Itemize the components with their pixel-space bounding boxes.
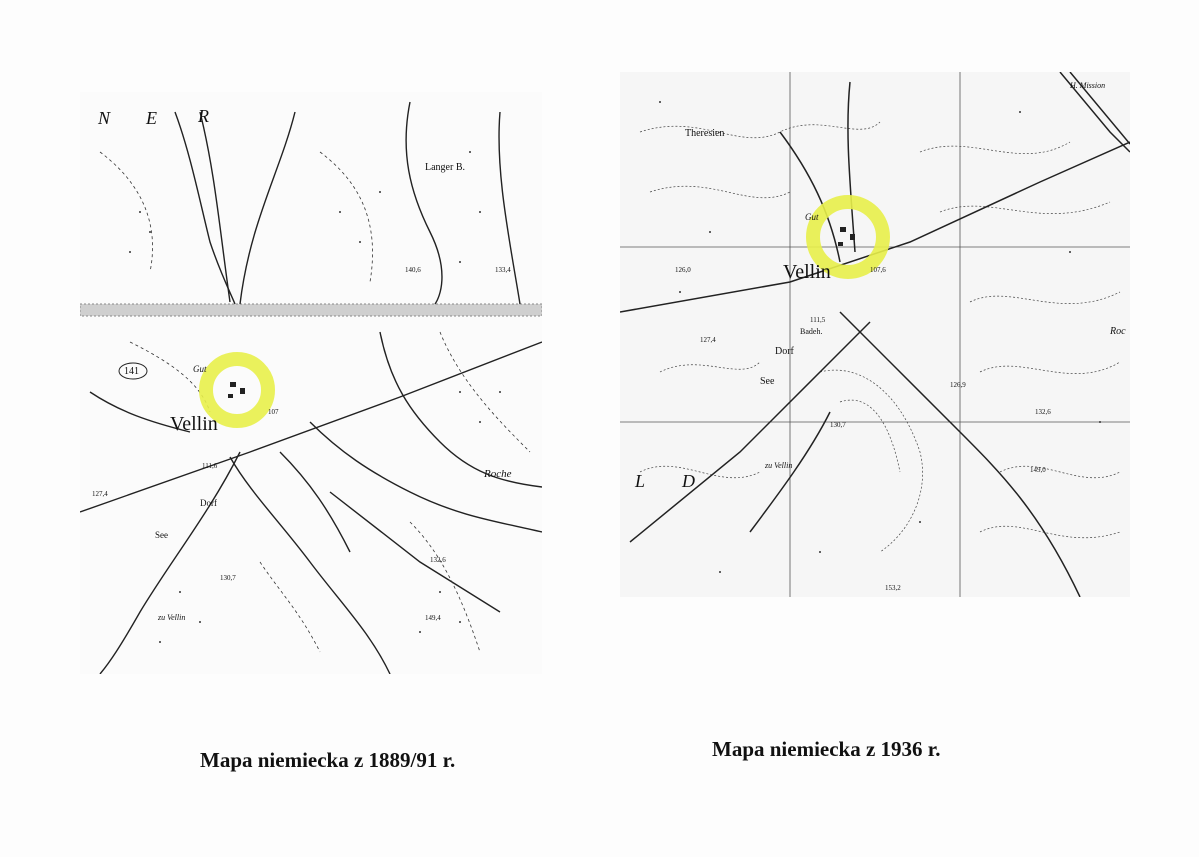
spot-height-4: 127,4 [700, 336, 716, 344]
region-label-e: E [146, 108, 157, 128]
label-dorf: Dorf [775, 346, 794, 357]
spot-height-5: 132,6 [430, 556, 446, 564]
label-roche: Roche [484, 468, 512, 480]
region-label-r: R [198, 106, 209, 126]
region-label-n: N [98, 108, 111, 128]
spot-height-6: 127,4 [92, 490, 108, 498]
spot-height-1: 111,5 [810, 316, 826, 324]
caption-map-1936: Mapa niemiecka z 1936 r. [712, 737, 941, 761]
spot-height-1: 111,6 [202, 462, 218, 470]
spot-height-2: 107,6 [870, 266, 886, 274]
highlight-ring [206, 359, 268, 421]
map-1889-drawing [80, 92, 542, 674]
spot-height-9: 153,2 [885, 584, 901, 592]
label-badeh: Badeh. [800, 327, 823, 336]
label-zu-vellin: zu Vellin [765, 461, 793, 470]
sheet-number: 141 [124, 366, 139, 377]
caption-map-1889: Mapa niemiecka z 1889/91 r. [200, 748, 456, 772]
label-zu-vellin: zu Vellin [158, 613, 186, 622]
map-1889 [80, 92, 542, 674]
label-theresien: Theresien [685, 128, 725, 139]
spot-height-7: 133,4 [495, 266, 511, 274]
label-h-mission: H. Mission [1070, 81, 1106, 90]
spot-height-5: 130,7 [830, 421, 846, 429]
region-label-d: D [682, 471, 695, 491]
label-langer: Langer B. [425, 162, 465, 173]
map-1889-lines [80, 102, 542, 674]
place-name: Vellin [783, 261, 831, 283]
spot-height-7: 149,0 [1030, 466, 1046, 474]
label-see: See [155, 530, 168, 540]
place-name: Vellin [170, 413, 218, 435]
region-label-l: L [635, 471, 646, 491]
spot-height-8: 140,6 [405, 266, 421, 274]
label-see: See [760, 376, 775, 387]
map-1936 [620, 72, 1130, 597]
spot-height-8: 132,6 [1035, 408, 1051, 416]
label-gut: Gut [805, 212, 819, 222]
label-dorf: Dorf [200, 498, 217, 508]
spot-height-3: 126,0 [675, 266, 691, 274]
label-roc: Roc [1110, 326, 1126, 337]
spot-height-6: 126,9 [950, 381, 966, 389]
map-1936-drawing [620, 72, 1130, 597]
spot-height-3: 130,7 [220, 574, 236, 582]
spot-height-2: 107 [268, 408, 279, 416]
spot-height-4: 149,4 [425, 614, 441, 622]
label-gut: Gut [193, 364, 207, 374]
sheet-divider [80, 304, 542, 316]
